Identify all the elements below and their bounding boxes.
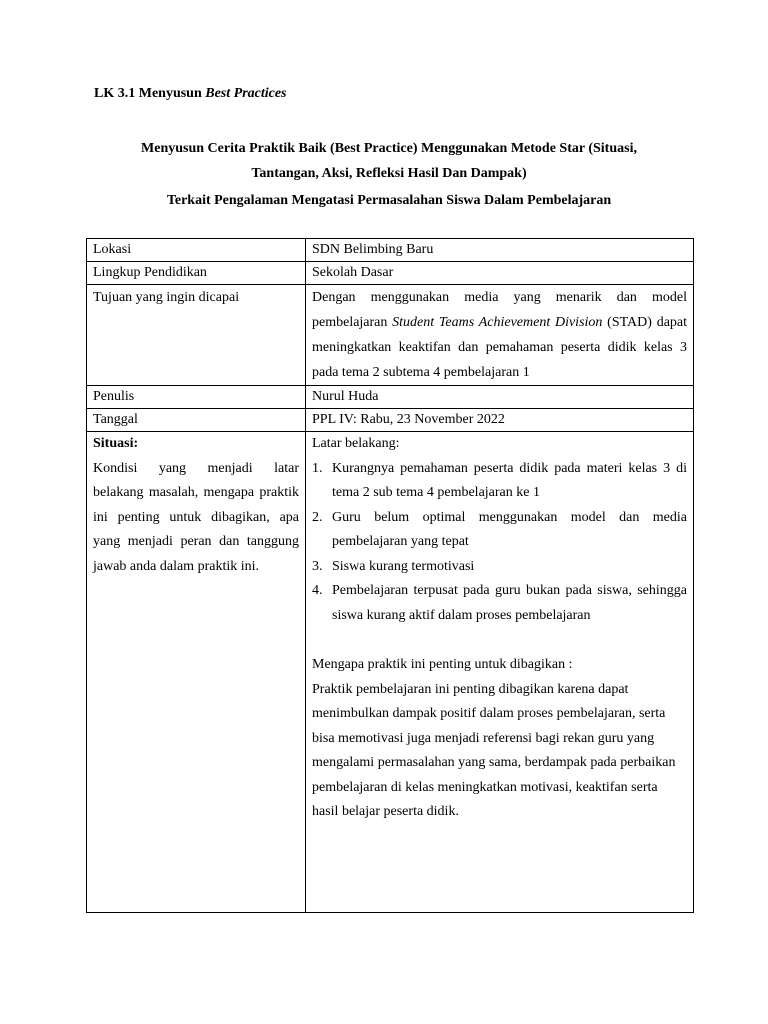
title-line-2: Tantangan, Aksi, Refleksi Hasil Dan Dampak) [251,166,527,181]
heading-italic: Best Practices [205,86,287,101]
row-tujuan [87,285,694,386]
list-text: Siswa kurang termotivasi [332,558,475,574]
list-item [312,506,687,555]
label-tujuan: Tujuan yang ingin dicapai [87,285,306,386]
spacer [312,628,687,653]
row-situasi [87,432,694,913]
title-line-3: Terkait Pengalaman Mengatasi Permasalahan Siswa Dalam Pembelajaran [166,193,612,208]
label-lokasi: Lokasi [87,239,306,262]
list-number: 1. [312,460,323,476]
tujuan-text-1: Dengan menggunakan media yang menarik dan model pembelajaran [312,290,687,330]
list-item [312,579,687,628]
latar-title: Latar belakang: [312,436,400,451]
value-lokasi: SDN Belimbing Baru [306,239,694,262]
label-tanggal: Tanggal [87,409,306,432]
situasi-description: Kondisi yang menjadi latar belakang masalah, mengapa praktik ini penting untuk dibagikan, apa yang menjadi peran dan tanggung jawab anda dalam praktik ini. [93,460,299,574]
list-number: 3. [312,558,323,574]
list-number: 4. [312,583,323,598]
label-situasi [87,432,306,913]
tujuan-text-2: (STAD) dapat meningkatkan keaktifan dan pemahaman peserta didik kelas 3 pada tema 2 subtema 4 pembelajaran 1 [312,315,688,380]
best-practice-table [86,238,694,913]
row-penulis [87,386,694,409]
why-title: Mengapa praktik ini penting untuk dibagikan : [312,657,573,672]
document-title [86,136,692,213]
why-text: Praktik pembelajaran ini penting dibagikan karena dapat menimbulkan dampak positif dalam proses pembelajaran, serta bisa memotivasi juga menjadi referensi bagi rekan guru yang mengalami permasalahan yang sama, berdampak pada perbaikan pembelajaran di kelas meningkatkan motivasi, keaktifan serta hasil belajar peserta didik. [312,681,676,819]
tujuan-text-italic: Student Teams Achievement Division [392,315,603,330]
list-number: 2. [312,509,323,525]
list-text: Kurangnya pemahaman peserta didik pada materi kelas 3 di tema 2 sub tema 4 pembelajaran ke 1 [332,460,687,500]
title-line-1: Menyusun Cerita Praktik Baik (Best Practice) Menggunakan Metode Star (Situasi, [141,141,637,156]
label-lingkup: Lingkup Pendidikan [87,262,306,285]
value-penulis: Nurul Huda [306,386,694,409]
value-tujuan [306,285,694,386]
row-tanggal [87,409,694,432]
latar-list [312,457,687,629]
situasi-label: Situasi: [93,436,139,451]
value-lingkup: Sekolah Dasar [306,262,694,285]
page-heading [94,86,287,102]
row-lokasi [87,239,694,262]
list-text: Guru belum optimal menggunakan model dan media pembelajaran yang tepat [332,509,687,549]
value-situasi [306,432,694,913]
value-tanggal: PPL IV: Rabu, 23 November 2022 [306,409,694,432]
list-item [312,555,687,580]
heading-prefix: LK 3.1 Menyusun [94,86,202,101]
list-text: Pembelajaran terpusat pada guru bukan pada siswa, sehingga siswa kurang aktif dalam proses pembelajaran [332,583,687,623]
label-penulis: Penulis [87,386,306,409]
list-item [312,457,687,506]
row-lingkup [87,262,694,285]
